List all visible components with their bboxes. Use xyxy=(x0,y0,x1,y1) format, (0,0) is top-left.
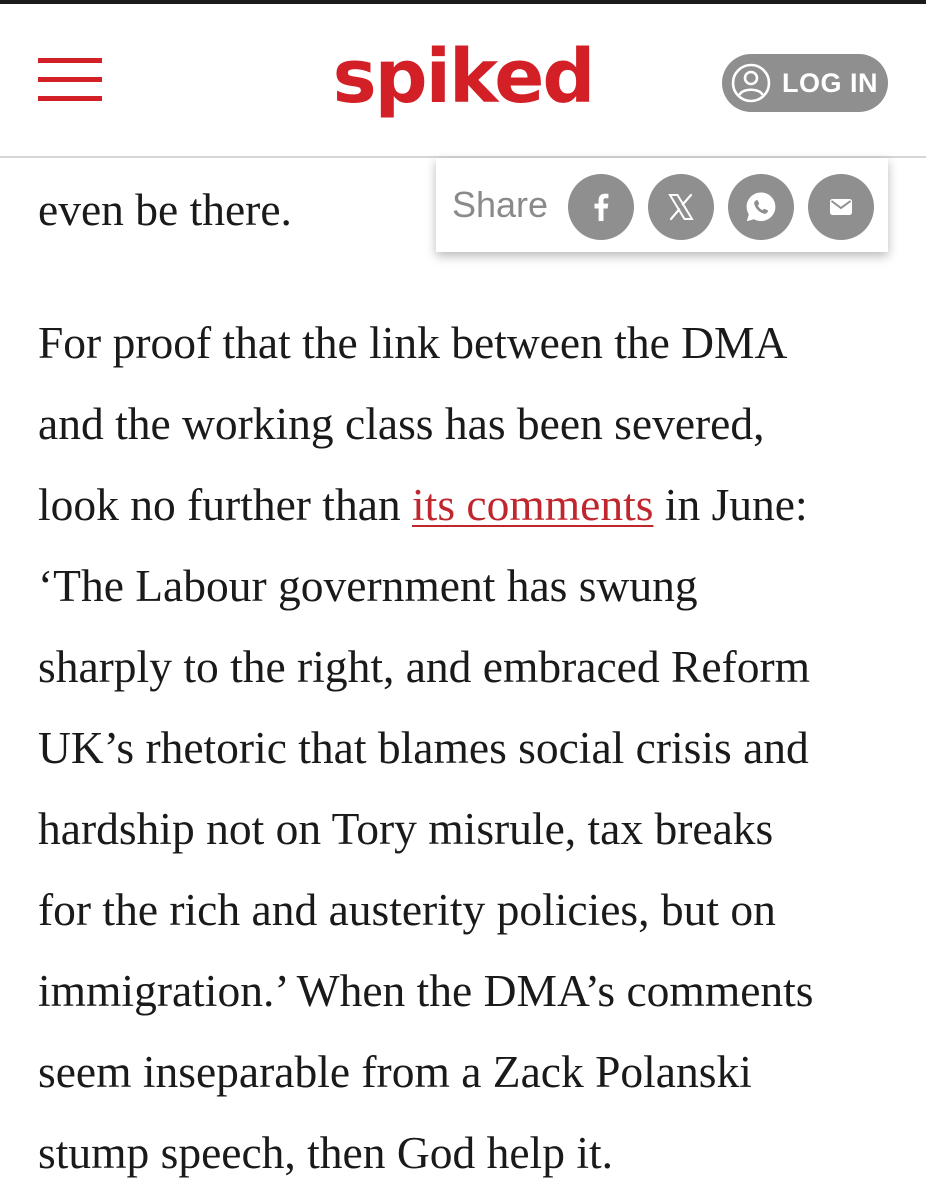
paragraph-text: in June: xyxy=(653,479,808,530)
spiked-logo xyxy=(332,38,594,142)
paragraph-line: UK’s rhetoric that blames social crisis and xyxy=(38,722,809,773)
login-button[interactable] xyxy=(722,54,888,112)
share-x-button[interactable] xyxy=(648,174,714,240)
facebook-icon xyxy=(568,174,634,240)
paragraph-line: for the rich and austerity policies, but on xyxy=(38,884,776,935)
paragraph-line: and the working class has been severed, xyxy=(38,398,765,449)
site-header xyxy=(0,4,926,158)
menu-bar xyxy=(38,77,102,82)
logo-text: spiked xyxy=(332,38,594,120)
share-facebook-button[interactable] xyxy=(568,174,634,240)
share-bar xyxy=(436,158,888,252)
share-whatsapp-button[interactable] xyxy=(728,174,794,240)
paragraph-fragment: even be there. xyxy=(38,184,292,235)
user-circle-icon xyxy=(730,62,772,104)
menu-bar xyxy=(38,58,102,63)
login-label: LOG IN xyxy=(782,68,878,98)
email-icon xyxy=(808,174,874,240)
paragraph-line: sharply to the right, and embraced Reform xyxy=(38,641,810,692)
paragraph-line: ‘The Labour government has swung xyxy=(38,560,698,611)
whatsapp-icon xyxy=(728,174,794,240)
share-label: Share xyxy=(452,184,549,225)
paragraph-line: For proof that the link between the DMA xyxy=(38,317,788,368)
hamburger-menu-icon[interactable] xyxy=(38,58,102,108)
x-icon xyxy=(648,174,714,240)
paragraph-text: look no further than xyxy=(38,479,413,530)
paragraph-line: hardship not on Tory misrule, tax breaks xyxy=(38,803,774,854)
paragraph-line: immigration.’ When the DMA’s comments xyxy=(38,965,814,1016)
paragraph-line: seem inseparable from a Zack Polanski xyxy=(38,1046,752,1097)
site-logo[interactable] xyxy=(332,38,594,142)
paragraph-line: stump speech, then God help it. xyxy=(38,1127,613,1178)
paragraph-line xyxy=(38,464,814,545)
article-paragraph xyxy=(38,302,814,1193)
share-email-button[interactable] xyxy=(808,174,874,240)
its-comments-link[interactable]: its comments xyxy=(412,479,654,530)
menu-bar xyxy=(38,96,102,101)
